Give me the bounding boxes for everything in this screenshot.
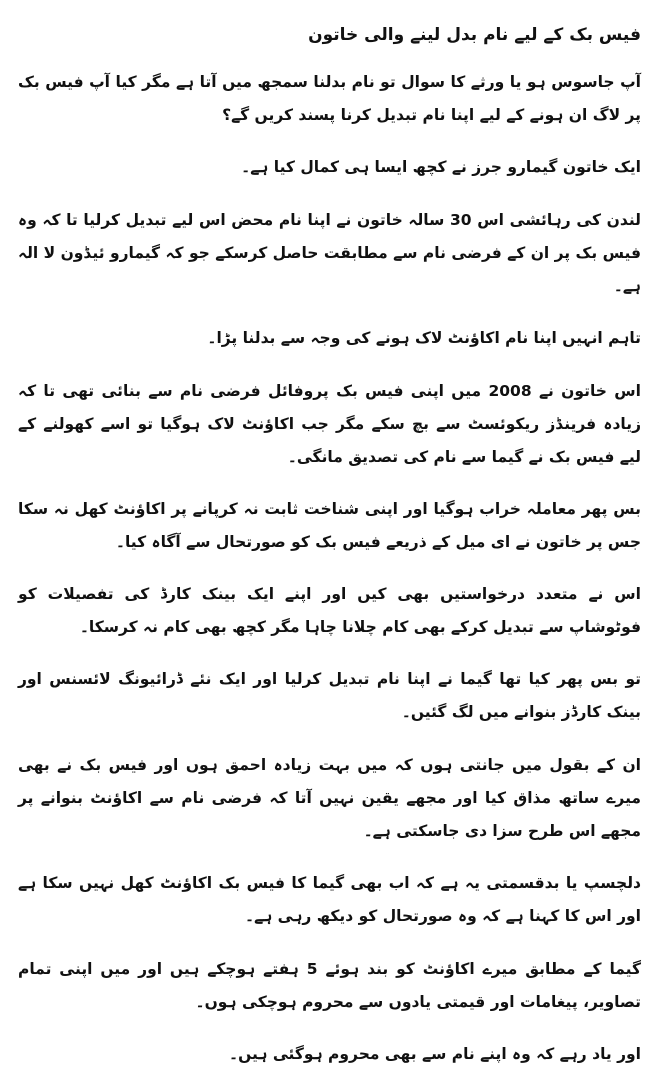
- paragraph-10: دلچسپ یا بدقسمتی یہ ہے کہ اب بھی گیما کا فیس بک اکاؤنٹ کھل نہیں سکا ہے اور اس کا کہنا ہے کہ وہ صورتحال کو دیکھ رہی ہے۔: [18, 874, 641, 925]
- paragraph-1: آپ جاسوس ہو یا ورثے کا سوال تو نام بدلنا سمجھ میں آتا ہے مگر کیا آپ فیس بک پر لاگ ان ہونے کے لیے اپنا نام تبدیل کرنا پسند کریں گے؟: [18, 73, 641, 124]
- paragraph-2: ایک خاتون گیمارو جرز نے کچھ ایسا ہی کمال کیا ہے۔: [241, 158, 641, 176]
- paragraph-4: تاہم انہیں اپنا نام اکاؤنٹ لاک ہونے کی وجہ سے بدلنا پڑا۔: [207, 329, 641, 347]
- paragraph-11: گیما کے مطابق میرے اکاؤنٹ کو بند ہوئے 5 ہفتے ہوچکے ہیں اور میں اپنی تمام تصاویر، پیغامات اور قیمتی یادوں سے محروم ہوچکی ہوں۔: [18, 960, 641, 1011]
- paragraph-6: بس پھر معاملہ خراب ہوگیا اور اپنی شناخت ثابت نہ کرپانے پر اکاؤنٹ کھل نہ سکا جس پر خاتون نے ای میل کے ذریعے فیس بک کو صورتحال سے آگاہ کیا۔: [18, 500, 641, 551]
- paragraph-8: تو بس پھر کیا تھا گیما نے اپنا نام تبدیل کرلیا اور ایک نئے ڈرائیونگ لائسنس اور بینک کارڈز بنوانے میں لگ گئیں۔: [18, 670, 641, 721]
- article-title: فیس بک کے لیے نام بدل لینے والی خاتون: [308, 25, 641, 45]
- paragraph-7: اس نے متعدد درخواستیں بھی کیں اور اپنے ایک بینک کارڈ کی تفصیلات کو فوٹوشاپ سے تبدیل کرکے بھی کام چلانا چاہا مگر کچھ بھی کام نہ کرسکا۔: [18, 585, 641, 636]
- paragraph-12: اور یاد رہے کہ وہ اپنے نام سے بھی محروم ہوگئی ہیں۔: [229, 1045, 641, 1063]
- paragraph-9: ان کے بقول میں جانتی ہوں کہ میں بہت زیادہ احمق ہوں اور فیس بک نے بھی میرے ساتھ مذاق کیا اور مجھے یقین نہیں آتا کہ فرضی نام سے اکاؤنٹ بنوانے پر مجھے اس طرح سزا دی جاسکتی ہے۔: [18, 756, 641, 840]
- paragraph-3: لندن کی رہائشی اس 30 سالہ خاتون نے اپنا نام محض اس لیے تبدیل کرلیا تا کہ وہ فیس بک پر ان کے فرضی نام سے مطابقت حاصل کرسکے جو کہ گیمارو ئیڈون لا الہ ہے۔: [18, 211, 641, 295]
- paragraph-5: اس خاتون نے 2008 میں اپنی فیس بک پروفائل فرضی نام سے بنائی تھی تا کہ زیادہ فرینڈز ریکوئسٹ سے بچ سکے مگر جب اکاؤنٹ لاک ہوگیا تو اسے کھولنے کے لیے فیس بک نے گیما سے نام کی تصدیق مانگی۔: [18, 382, 641, 466]
